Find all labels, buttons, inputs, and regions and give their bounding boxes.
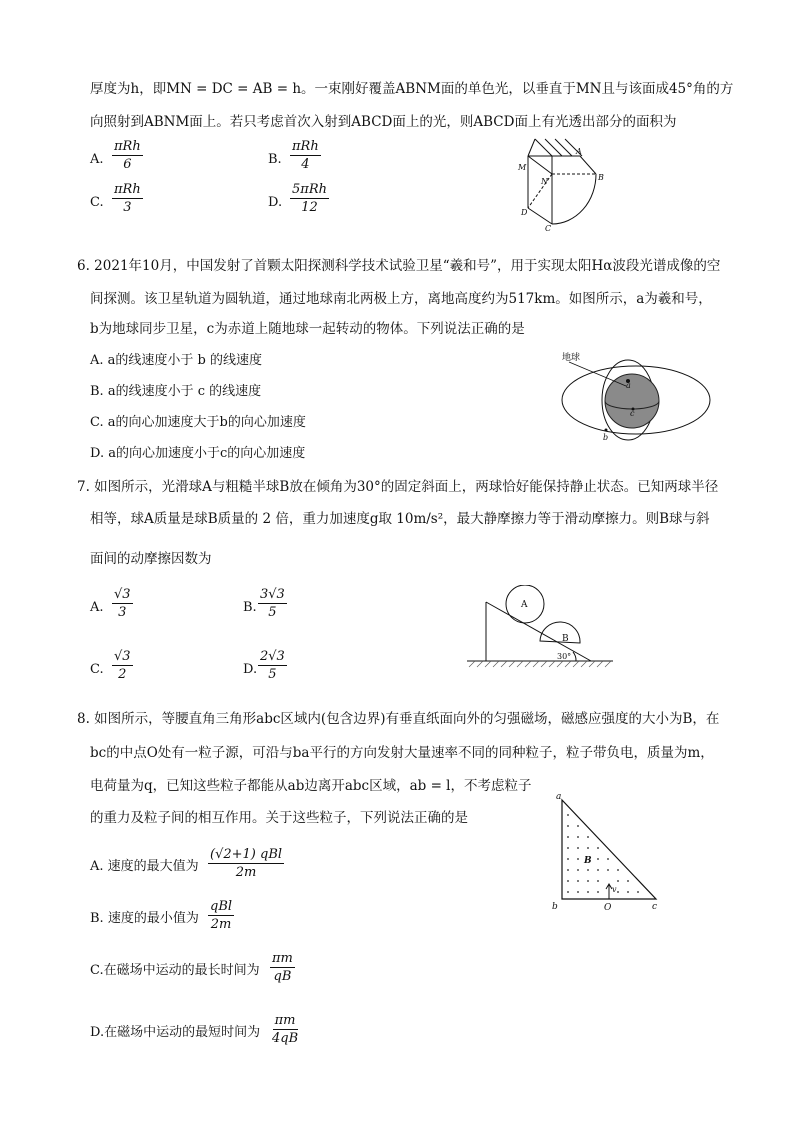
q5-edge-inner	[528, 156, 552, 174]
q6-label-pointer	[569, 362, 626, 386]
q8-option-c-den: qB	[273, 969, 292, 984]
q8-option-c-fraction	[270, 950, 295, 985]
q6-figure	[556, 350, 716, 442]
q5-option-c-fraction	[112, 181, 143, 216]
q8-option-a-label: A. 速度的最大值为	[90, 859, 199, 874]
q7-label-angle: 30°	[557, 652, 572, 661]
q7-line-1: 7. 如图所示，光滑球A与粗糙半球B放在倾角为30°的固定斜面上，两球恰好能保持静止状态。已知两球半径	[77, 479, 719, 495]
q8-field-dots	[567, 814, 639, 893]
q8-label-B: B	[584, 856, 592, 866]
q5-option-a-fraction	[112, 138, 143, 173]
q8-line-1: 8. 如图所示，等腰直角三角形abc区域内(包含边界)有垂直纸面向外的匀强磁场，磁感应强度的大小为B，在	[77, 711, 720, 727]
q8-option-c-num: πm	[272, 951, 293, 966]
q7-option-c-num: √3	[114, 649, 131, 664]
q7-option-b-den: 5	[268, 605, 277, 620]
q7-angle-arc	[573, 652, 576, 661]
q8-option-b-den: 2m	[210, 917, 232, 932]
q8-option-d-den: 4qB	[272, 1031, 299, 1046]
q7-incline	[486, 602, 591, 661]
q5-label-D: D	[521, 208, 528, 217]
q6-option-d: D. a的向心加速度小于c的向心加速度	[90, 446, 306, 461]
q5-option-b-den: 4	[301, 157, 310, 172]
q6-option-a: A. a的线速度小于 b 的线速度	[90, 353, 262, 368]
q7-option-c-fraction	[112, 648, 133, 683]
q8-label-c: c	[652, 902, 658, 912]
q5-label-N: N	[541, 177, 548, 186]
q7-option-c-label: C.	[90, 662, 104, 677]
q5-option-b-label: B.	[268, 152, 282, 167]
q8-line-4: 的重力及粒子间的相互作用。关于这些粒子，下列说法正确的是	[90, 810, 468, 826]
q6-earth	[605, 374, 659, 428]
q6-option-c: C. a的向心加速度大于b的向心加速度	[90, 415, 306, 430]
q5-top-face	[552, 156, 596, 174]
q7-option-d-num: 2√3	[260, 649, 285, 664]
q5-option-a-den: 6	[123, 157, 132, 172]
q8-option-b-num: qBl	[210, 899, 233, 914]
q5-option-b-fraction	[290, 138, 321, 173]
q5-label-A: A	[576, 147, 582, 156]
q5-option-d-num: 5πRh	[292, 182, 327, 197]
q6-label-c: c	[630, 409, 635, 418]
q8-option-a-num: (√2+1) qBl	[210, 847, 283, 862]
q5-label-C: C	[545, 224, 552, 233]
q5-option-a-label: A.	[90, 152, 104, 167]
q7-option-d-label: D.	[243, 662, 258, 677]
q5-arc-BC	[552, 174, 596, 224]
q7-label-A: A	[521, 600, 528, 610]
q7-option-a-label: A.	[90, 600, 104, 615]
q6-label-b: b	[603, 433, 609, 442]
q8-option-a-fraction	[208, 846, 284, 881]
q5-light-ray-1	[535, 139, 552, 156]
q7-option-b-fraction	[258, 586, 287, 621]
q7-figure	[465, 585, 615, 670]
q7-line-2: 相等，球A质量是球B质量的 2 倍，重力加速度g取 10m/s²，最大静摩擦力等于滑动摩擦力。则B球与斜	[90, 511, 710, 527]
q8-option-b-fraction	[208, 898, 234, 933]
q8-option-c-label: C.在磁场中运动的最长时间为	[90, 963, 260, 978]
q6-label-a: a	[626, 381, 631, 390]
q8-label-a: a	[556, 792, 562, 802]
q5-light-ray-edge	[528, 139, 535, 156]
q5-figure	[505, 136, 615, 236]
q8-label-b: b	[552, 902, 558, 912]
q5-option-d-den: 12	[301, 200, 318, 215]
q7-option-a-den: 3	[118, 605, 127, 620]
q6-option-b: B. a的线速度小于 c 的线速度	[90, 384, 262, 399]
q8-label-O: O	[604, 903, 612, 912]
q8-figure	[548, 790, 664, 912]
q6-line-3: b为地球同步卫星，c为赤道上随地球一起转动的物体。下列说法正确的是	[90, 321, 525, 337]
q5-option-a-num: πRh	[114, 139, 141, 154]
q7-hemisphere-B	[540, 622, 580, 643]
q8-option-d-fraction	[270, 1012, 300, 1047]
q5-option-d-fraction	[290, 181, 329, 216]
q5-light-ray-3	[555, 139, 572, 156]
q5-option-c-label: C.	[90, 195, 104, 210]
q7-option-d-fraction	[258, 648, 287, 683]
q6-satellite-b	[605, 429, 608, 432]
q5-option-d-label: D.	[268, 195, 283, 210]
q6-line-1: 6. 2021年10月，中国发射了首颗太阳探测科学技术试验卫星“羲和号”，用于实现太阳Hα波段光谱成像的空	[77, 258, 721, 274]
q5-option-c-num: πRh	[114, 182, 141, 197]
q8-option-d-num: πm	[274, 1013, 296, 1028]
q5-line-2: 向照射到ABNM面上。若只考虑首次入射到ABCD面上的光，则ABCD面上有光透出部分的面积为	[90, 114, 677, 130]
q7-option-a-num: √3	[114, 587, 131, 602]
q8-option-b-label: B. 速度的最小值为	[90, 911, 199, 926]
q8-option-a-den: 2m	[235, 865, 257, 880]
q7-option-d-den: 5	[268, 667, 277, 682]
q5-line-1: 厚度为h，即MN = DC = AB = h。一束刚好覆盖ABNM面的单色光，以垂直于MN且与该面成45°角的方	[90, 81, 734, 97]
q6-label-earth: 地球	[562, 353, 581, 363]
q8-option-d-label: D.在磁场中运动的最短时间为	[90, 1025, 261, 1040]
q8-label-v: v	[612, 885, 617, 894]
q8-line-3: 电荷量为q，已知这些粒子都能从ab边离开abc区域，ab = l，不考虑粒子	[90, 778, 532, 794]
q7-option-a-fraction	[112, 586, 133, 621]
q5-dashed-diag	[528, 174, 552, 208]
q7-label-B: B	[562, 634, 569, 644]
q7-option-b-label: B.	[243, 600, 257, 615]
q5-option-c-den: 3	[123, 200, 132, 215]
q7-option-b-num: 3√3	[260, 587, 285, 602]
q7-option-c-den: 2	[118, 667, 127, 682]
q5-label-B: B	[598, 173, 604, 182]
q8-line-2: bc的中点O处有一粒子源，可沿与ba平行的方向发射大量速率不同的同种粒子，粒子带负电，质量为m，	[90, 745, 714, 761]
q5-light-ray-2	[545, 139, 562, 156]
q7-line-3: 面间的动摩擦因数为	[90, 551, 212, 567]
q5-label-M: M	[518, 163, 527, 172]
q5-option-b-num: πRh	[292, 139, 319, 154]
q5-edge-DC	[528, 208, 552, 224]
q6-line-2: 间探测。该卫星轨道为圆轨道，通过地球南北两极上方，离地高度约为517km。如图所示，a为羲和号，	[90, 291, 712, 307]
